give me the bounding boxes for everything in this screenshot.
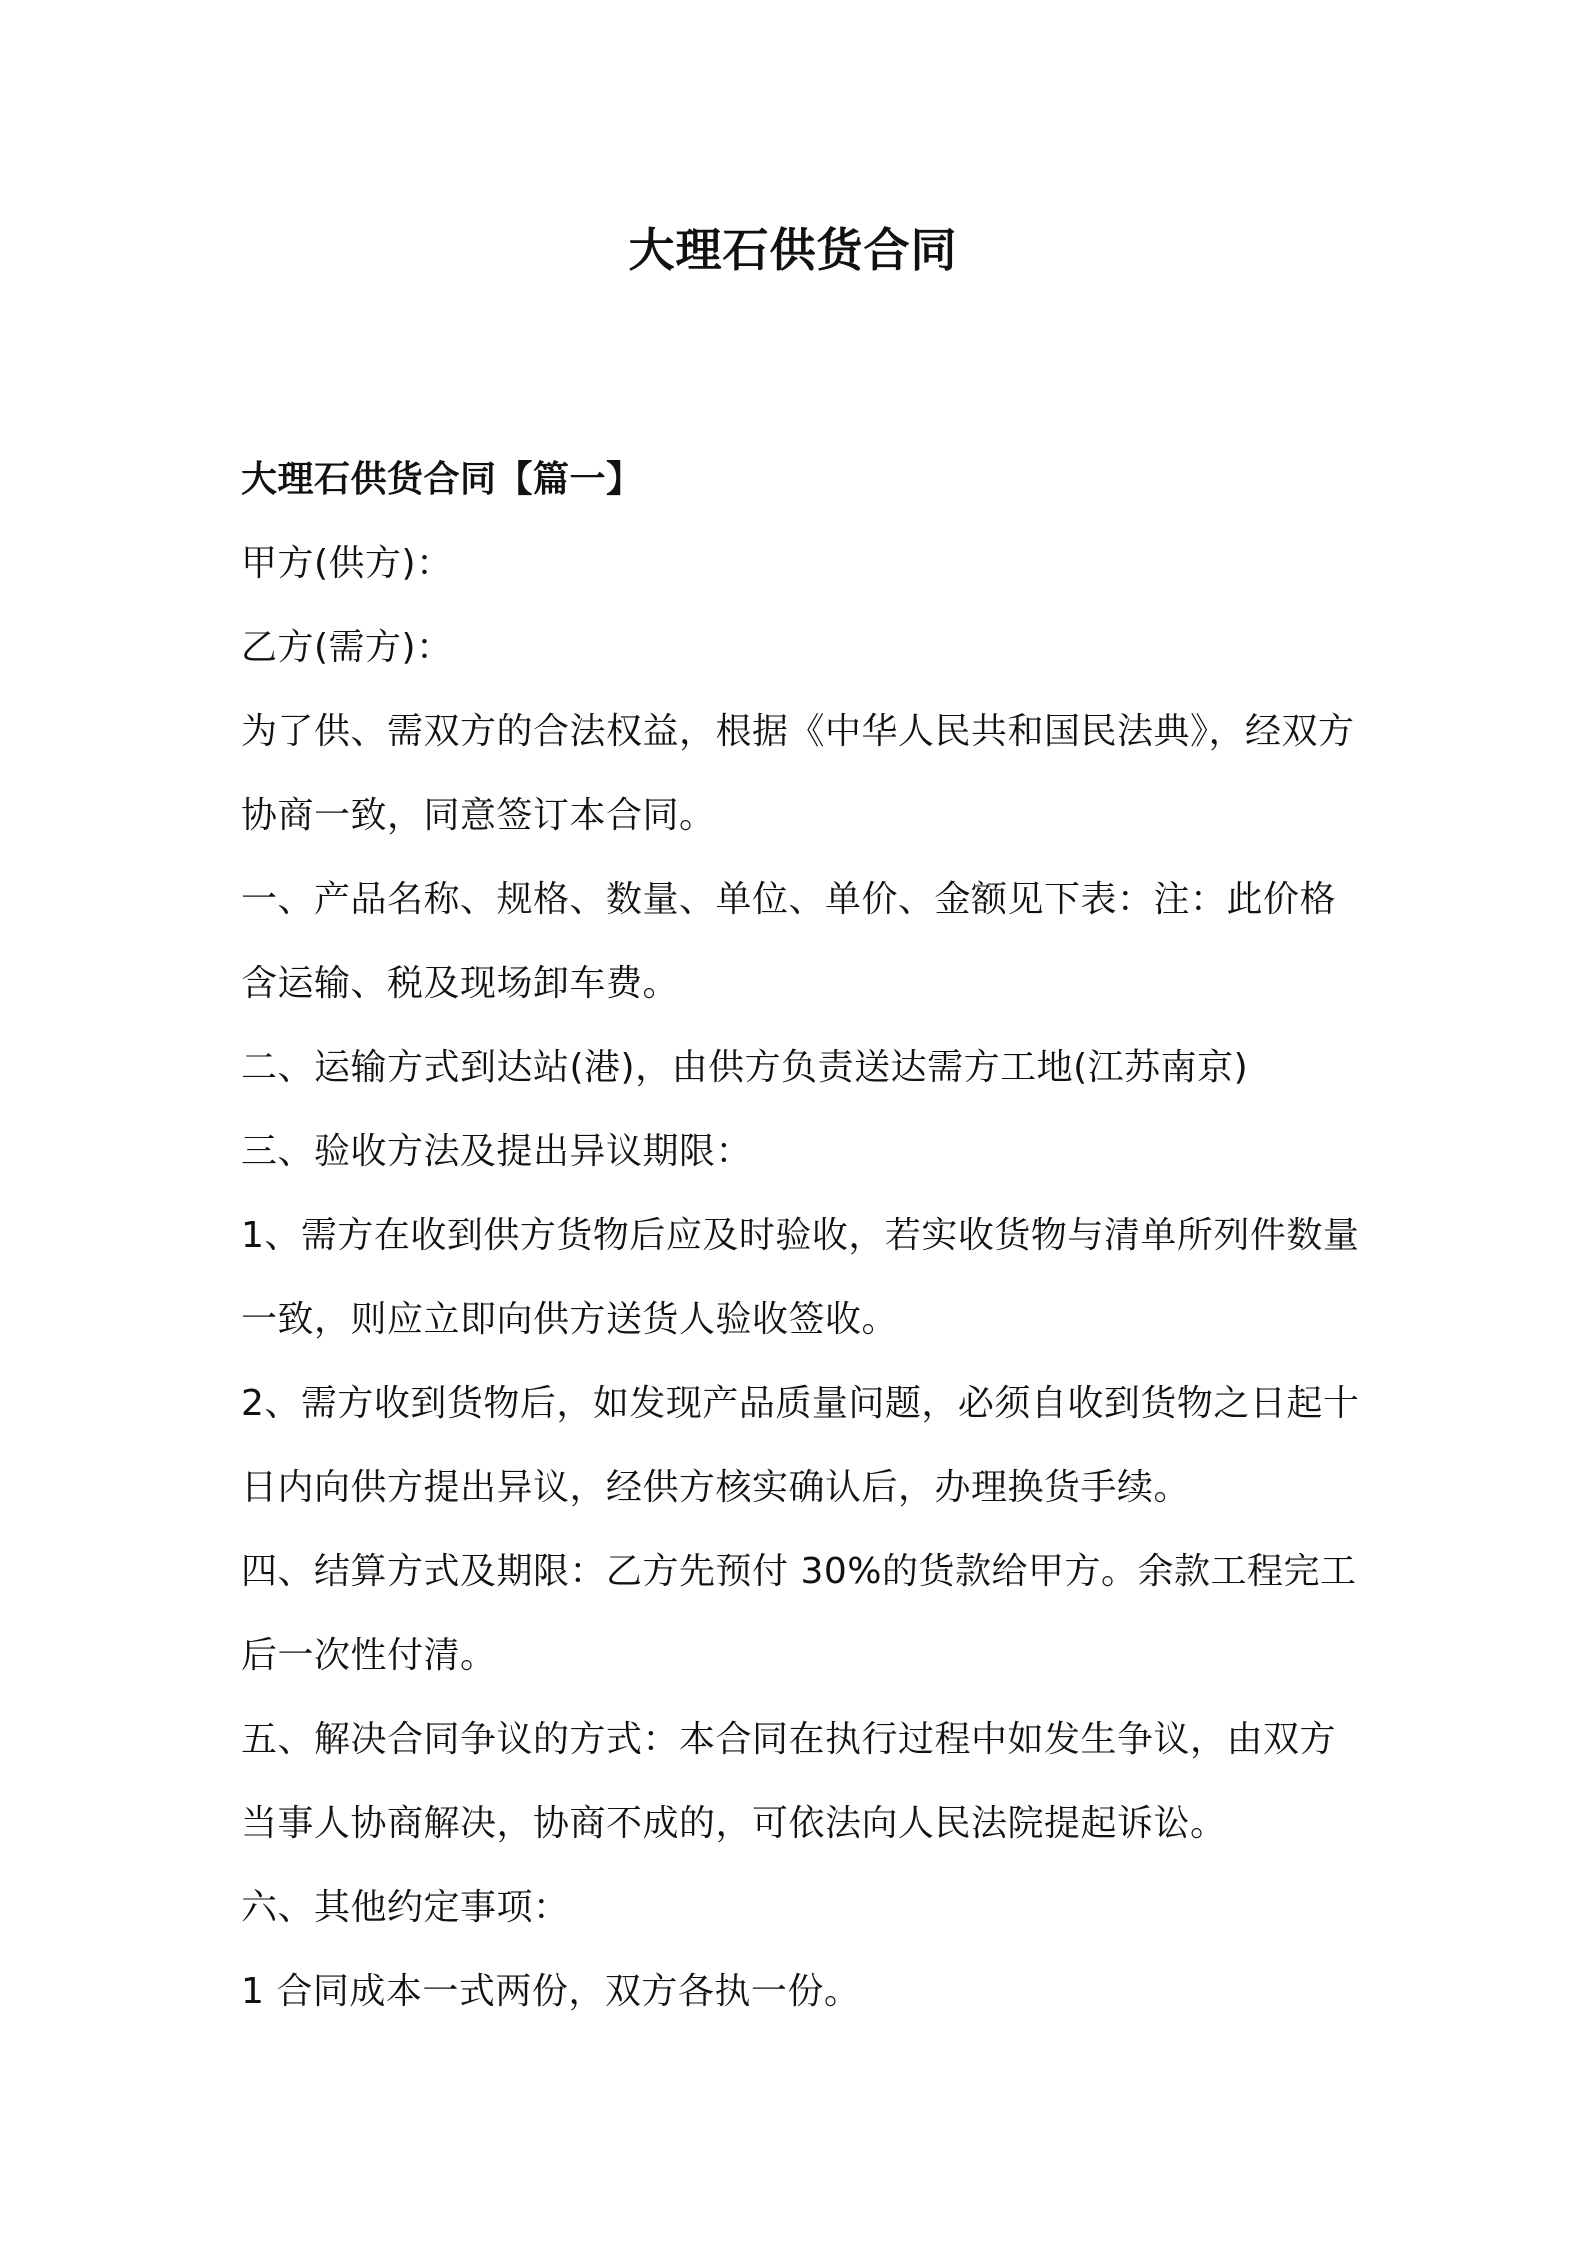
clause-6-item-1: 1 合同成本一式两份，双方各执一份。 — [241, 1971, 861, 2012]
preamble-paragraph: 为了供、需双方的合法权益，根据《中华人民共和国民法典》，经双方协商一致，同意签订本合同。 — [241, 711, 1355, 836]
clause-2-transport: 二、运输方式到达站(港)，由供方负责送达需方工地(江苏南京) — [241, 1047, 1249, 1088]
section-heading: 大理石供货合同【篇一】 — [241, 459, 643, 500]
document-body — [241, 438, 1361, 2034]
party-b-line: 乙方(需方)： — [241, 627, 453, 668]
clause-3-item-2: 2、需方收到货物后，如发现产品质量问题，必须自收到货物之日起十日内向供方提出异议，经供方核实确认后，办理换货手续。 — [241, 1383, 1360, 1508]
clause-6-other: 六、其他约定事项： — [241, 1887, 570, 1928]
clause-4-settlement: 四、结算方式及期限：乙方先预付 30%的货款给甲方。余款工程完工后一次性付清。 — [241, 1551, 1357, 1676]
clause-3-item-1: 1、需方在收到供方货物后应及时验收，若实收货物与清单所列件数量一致，则应立即向供方送货人验收签收。 — [241, 1215, 1360, 1340]
clause-1-products: 一、产品名称、规格、数量、单位、单价、金额见下表：注：此价格含运输、税及现场卸车费。 — [241, 879, 1337, 1004]
party-a-line: 甲方(供方)： — [241, 543, 453, 584]
document-title: 大理石供货合同 — [628, 223, 958, 277]
clause-5-disputes: 五、解决合同争议的方式：本合同在执行过程中如发生争议，由双方当事人协商解决，协商不成的，可依法向人民法院提起诉讼。 — [241, 1719, 1337, 1844]
clause-3-acceptance: 三、验收方法及提出异议期限： — [241, 1131, 753, 1172]
